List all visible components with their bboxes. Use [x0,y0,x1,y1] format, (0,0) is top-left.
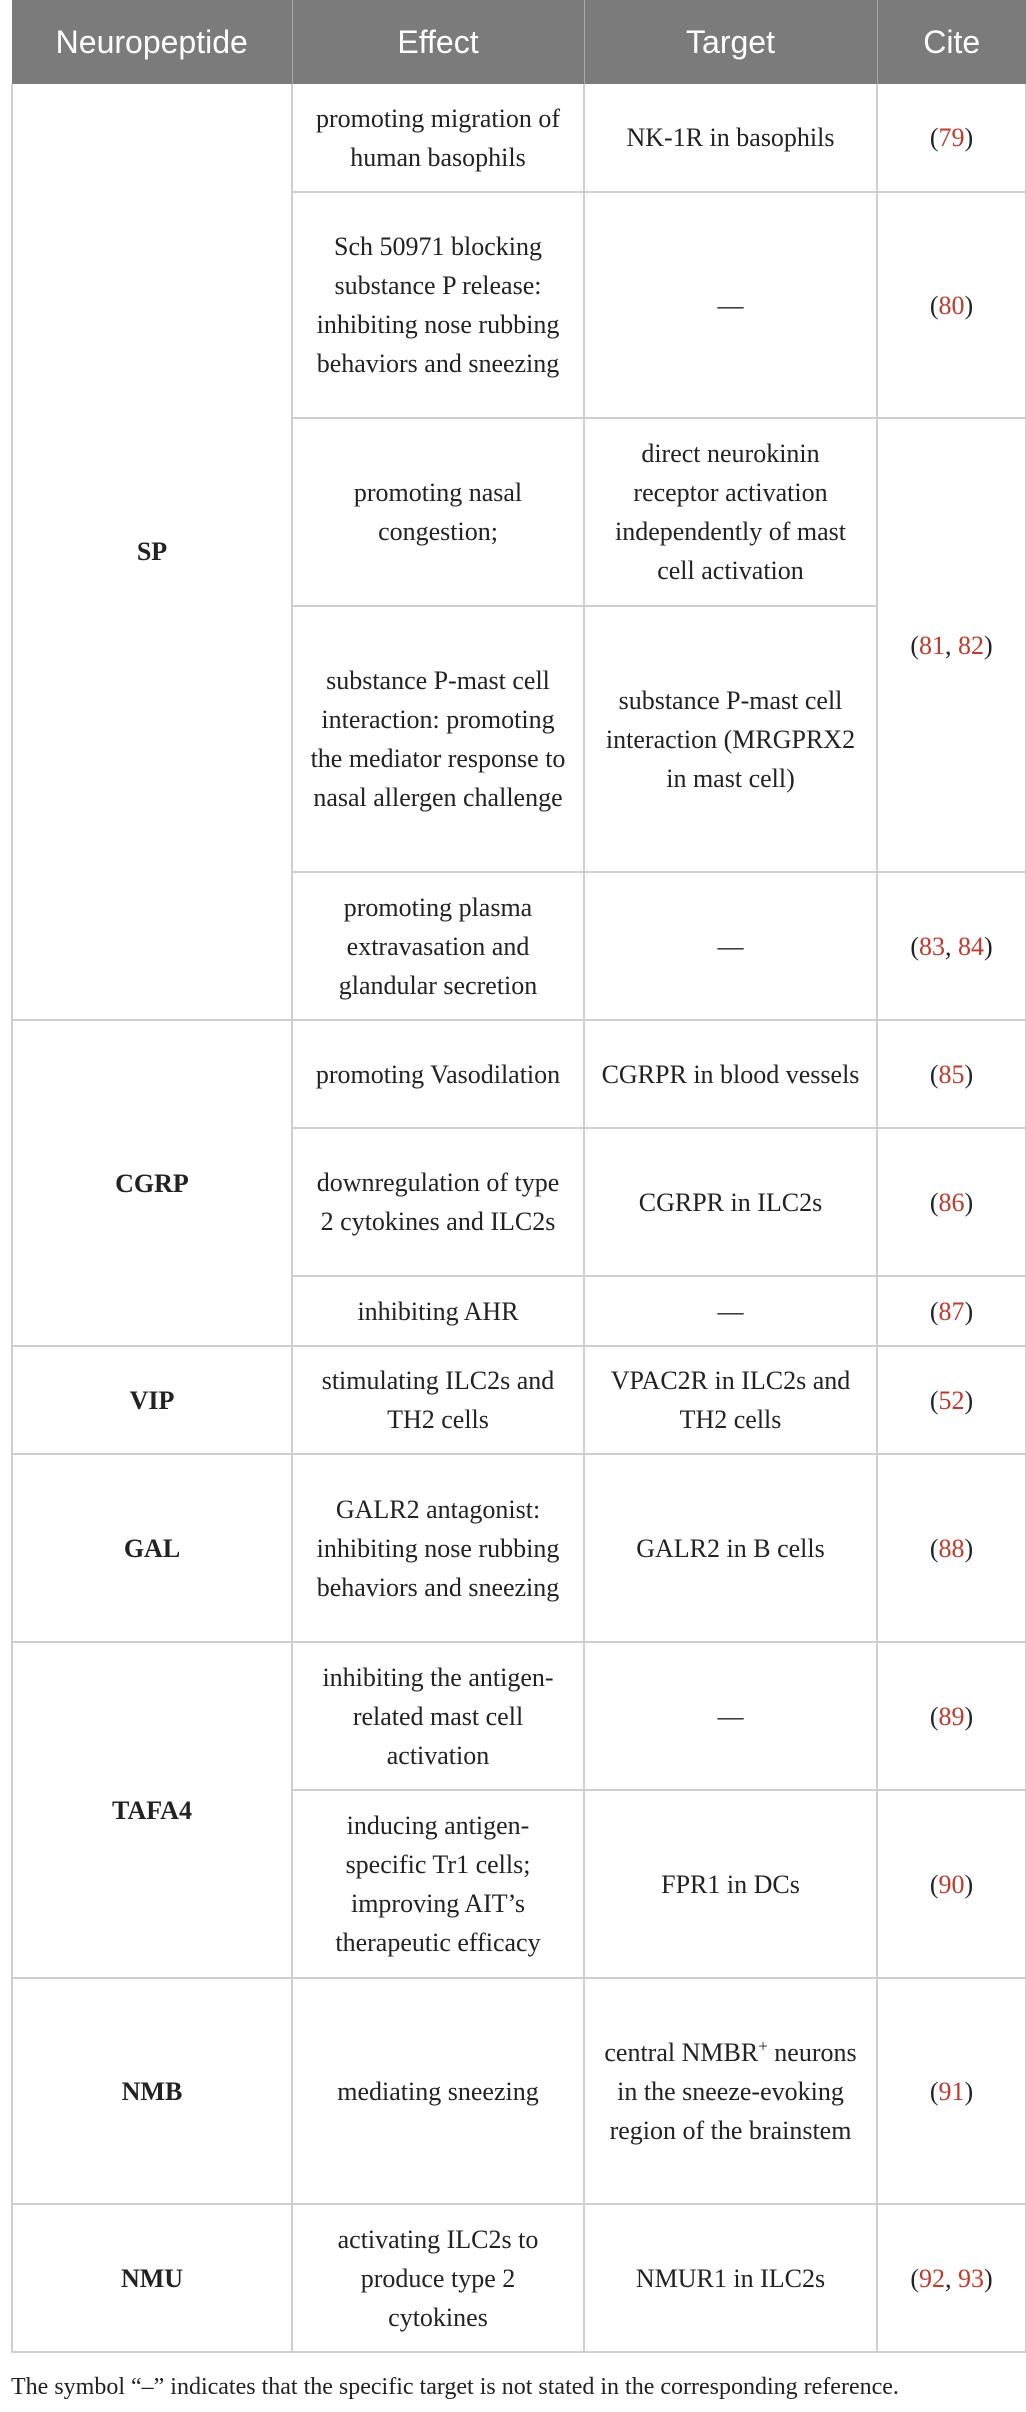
neuropeptide-cell: SP [12,84,292,1020]
target-cell: VPAC2R in ILC2s and TH2 cells [584,1346,877,1454]
effect-cell: activating ILC2s to produce type 2 cytokines [292,2204,584,2352]
target-cell: CGRPR in blood vessels [584,1020,877,1128]
cite-cell [877,1346,1026,1454]
target-cell: — [584,192,877,418]
cite-cell [877,872,1026,1020]
cite-open: ( [929,1533,939,1563]
target-cell: — [584,1642,877,1790]
cite-open: ( [929,123,939,152]
cite-close: ) [964,1385,974,1415]
cite-cell [877,84,1026,192]
effect-cell: inducing antigen-specific Tr1 cells; improving AIT’s therapeutic efficacy [292,1790,584,1978]
cite-link[interactable]: 91 [938,2076,965,2106]
effect-cell: stimulating ILC2s and TH2 cells [292,1346,584,1454]
table-row [12,1978,1026,2204]
neuropeptide-cell: CGRP [12,1020,292,1346]
cite-link[interactable]: 87 [938,1296,965,1326]
cite-cell [877,418,1026,872]
cite-close: ) [984,931,993,961]
cite-open: ( [929,1701,939,1731]
neuropeptide-cell: GAL [12,1454,292,1642]
effect-cell: inhibiting AHR [292,1276,584,1346]
cite-open: ( [929,1296,939,1326]
target-cell: FPR1 in DCs [584,1790,877,1978]
cite-cell [877,1978,1026,2204]
table-row [12,1454,1026,1642]
cite-sep: , [945,630,958,660]
table-row [12,2204,1026,2352]
cite-link[interactable]: 52 [938,1385,965,1415]
cite-cell [877,2204,1026,2352]
cite-link[interactable]: 79 [938,123,965,152]
table-row [12,84,1026,192]
cite-open: ( [929,290,939,320]
cite-link[interactable]: 81 [919,630,945,660]
effect-cell: Sch 50971 blocking substance P release: inhibiting nose rubbing behaviors and sneezing [292,192,584,418]
neuropeptide-cell: TAFA4 [12,1642,292,1978]
neuropeptide-cell: VIP [12,1346,292,1454]
cite-link[interactable]: 89 [938,1701,965,1731]
target-cell: — [584,872,877,1020]
neuropeptide-cell: NMU [12,2204,292,2352]
target-text: neurons in the sneeze-evoking region of the brainstem [609,2037,857,2145]
cite-link[interactable]: 84 [958,931,984,961]
target-cell: substance P-mast cell interaction (MRGPRX2 in mast cell) [584,606,877,872]
header-row [12,0,1026,84]
cite-link[interactable]: 93 [958,2263,984,2293]
cite-cell [877,1790,1026,1978]
cite-cell [877,1642,1026,1790]
header-cite: Cite [877,0,1026,84]
effect-cell: downregulation of type 2 cytokines and ILC2s [292,1128,584,1276]
target-cell: NMUR1 in ILC2s [584,2204,877,2352]
target-cell: NK-1R in basophils [584,84,877,192]
header-target: Target [584,0,877,84]
target-cell: direct neurokinin receptor activation independently of mast cell activation [584,418,877,606]
cite-open: ( [929,1187,939,1217]
effect-cell: GALR2 antagonist: inhibiting nose rubbing behaviors and sneezing [292,1454,584,1642]
table-row [12,1020,1026,1128]
cite-cell [877,1454,1026,1642]
cite-close: ) [964,2076,974,2106]
cite-open: ( [929,2076,939,2106]
cite-open: ( [910,931,919,961]
cite-cell [877,1276,1026,1346]
superscript-plus: + [758,2035,768,2055]
cite-link[interactable]: 88 [938,1533,965,1563]
cite-close: ) [964,1187,974,1217]
cite-cell [877,192,1026,418]
cite-link[interactable]: 92 [919,2263,945,2293]
effect-cell: promoting plasma extravasation and glandular secretion [292,872,584,1020]
header-effect: Effect [292,0,584,84]
header-neuropeptide: Neuropeptide [12,0,292,84]
target-cell: — [584,1276,877,1346]
table-row [12,1642,1026,1790]
effect-cell: promoting nasal congestion; [292,418,584,606]
effect-cell: inhibiting the antigen-related mast cell activation [292,1642,584,1790]
cite-cell [877,1128,1026,1276]
table-row [12,1346,1026,1454]
cite-link[interactable]: 80 [938,290,965,320]
cite-close: ) [964,1701,974,1731]
table-container [11,0,1025,2353]
cite-sep: , [945,931,958,961]
cite-open: ( [910,2263,919,2293]
cite-close: ) [964,1869,974,1899]
cite-link[interactable]: 85 [938,1059,965,1089]
cite-close: ) [964,1533,974,1563]
effect-cell: substance P-mast cell interaction: promoting the mediator response to nasal allergen challenge [292,606,584,872]
cite-open: ( [929,1385,939,1415]
cite-open: ( [929,1869,939,1899]
cite-open: ( [929,1059,939,1089]
cite-close: ) [964,290,974,320]
cite-close: ) [964,1059,974,1089]
cite-link[interactable]: 86 [938,1187,965,1217]
effect-cell: mediating sneezing [292,1978,584,2204]
cite-close: ) [964,1296,974,1326]
neuropeptide-cell: NMB [12,1978,292,2204]
neuropeptide-table [11,0,1026,2353]
cite-close: ) [984,630,993,660]
target-cell [584,1978,877,2204]
cite-open: ( [910,630,919,660]
target-text: central NMBR [604,2037,759,2067]
target-cell: CGRPR in ILC2s [584,1128,877,1276]
cite-link[interactable]: 83 [919,931,945,961]
cite-link[interactable]: 82 [958,630,984,660]
cite-close: ) [984,2263,993,2293]
target-cell: GALR2 in B cells [584,1454,877,1642]
cite-sep: , [945,2263,958,2293]
cite-link[interactable]: 90 [938,1869,965,1899]
cite-close: ) [964,123,974,152]
table-footnote: The symbol “–” indicates that the specific target is not stated in the corresponding reference. [11,2374,899,2400]
cite-cell [877,1020,1026,1128]
effect-cell: promoting Vasodilation [292,1020,584,1128]
effect-cell: promoting migration of human basophils [292,84,584,192]
